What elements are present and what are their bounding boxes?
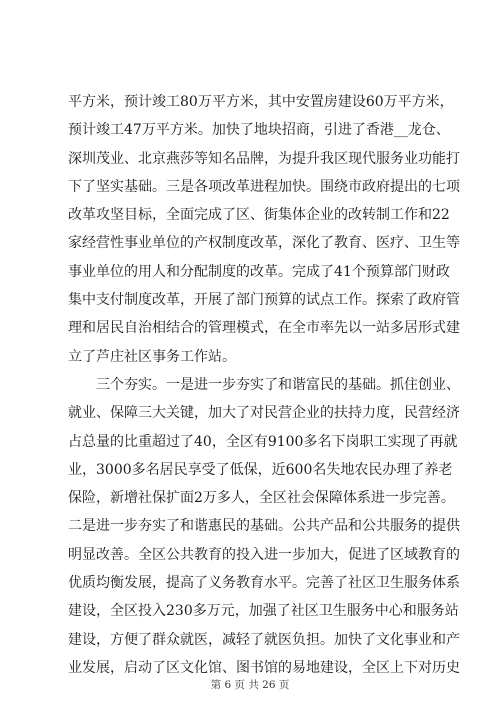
paragraph-line: 家经营性事业单位的产权制度改革，深化了教育、医疗、卫生等: [68, 235, 460, 252]
paragraph-line: 占总量的比重超过了40，全区有9100多名下岗职工实现了再就: [68, 433, 458, 450]
paragraph-line: 明显改善。全区公共教育的投入进一步加大，促进了区域教育的: [68, 546, 460, 563]
paragraph-line: 优质均衡发展，提高了义务教育水平。完善了社区卫生服务体系: [68, 575, 460, 592]
paragraph-line: 建设，方便了群众就医，减轻了就医负担。加快了文化事业和产: [68, 631, 460, 648]
page-number-footer: 第 6 页 共 26 页: [210, 679, 290, 691]
paragraph-line: 立了芦庄社区事务工作站。: [68, 348, 236, 365]
paragraph-line: 就业、保障三大关键，加大了对民营企业的扶持力度，民营经济: [68, 405, 460, 422]
document-body: [68, 88, 460, 682]
paragraph-line: 业，3000多名居民享受了低保，近600名失地农民办理了养老: [68, 461, 453, 478]
paragraph-line: 建设，全区投入230多万元，加强了社区卫生服务中心和服务站: [68, 603, 459, 620]
paragraph-line: 理和居民自治相结合的管理模式，在全市率先以一站多居形式建: [68, 320, 460, 337]
paragraph-line: 集中支付制度改革，开展了部门预算的试点工作。探索了政府管: [68, 292, 460, 309]
paragraph-line: 二是进一步夯实了和谐惠民的基础。公共产品和公共服务的提供: [68, 518, 460, 535]
paragraph-line: 深圳茂业、北京燕莎等知名品牌，为提升我区现代服务业功能打: [68, 150, 460, 167]
paragraph-line: 事业单位的用人和分配制度的改革。完成了41个预算部门财政: [68, 263, 450, 280]
paragraph-line: 预计竣工47万平方米。加快了地块招商，引进了香港__龙仓、: [68, 122, 450, 139]
paragraph-line: 三个夯实。一是进一步夯实了和谐富民的基础。抓住创业、: [96, 376, 460, 393]
paragraph-line: 保险，新增社保扩面2万多人，全区社会保障体系进一步完善。: [68, 490, 455, 507]
paragraph-line: 平方米，预计竣工80万平方米，其中安置房建设60万平方米，: [68, 94, 454, 110]
paragraph-line: 改革攻坚目标，全面完成了区、街集体企业的改转制工作和22: [68, 207, 450, 224]
paragraph-line: 下了坚实基础。三是各项改革进程加快。围绕市政府提出的七项: [68, 178, 460, 195]
paragraph-line: 业发展，启动了区文化馆、图书馆的易地建设，全区上下对历史: [68, 659, 460, 676]
